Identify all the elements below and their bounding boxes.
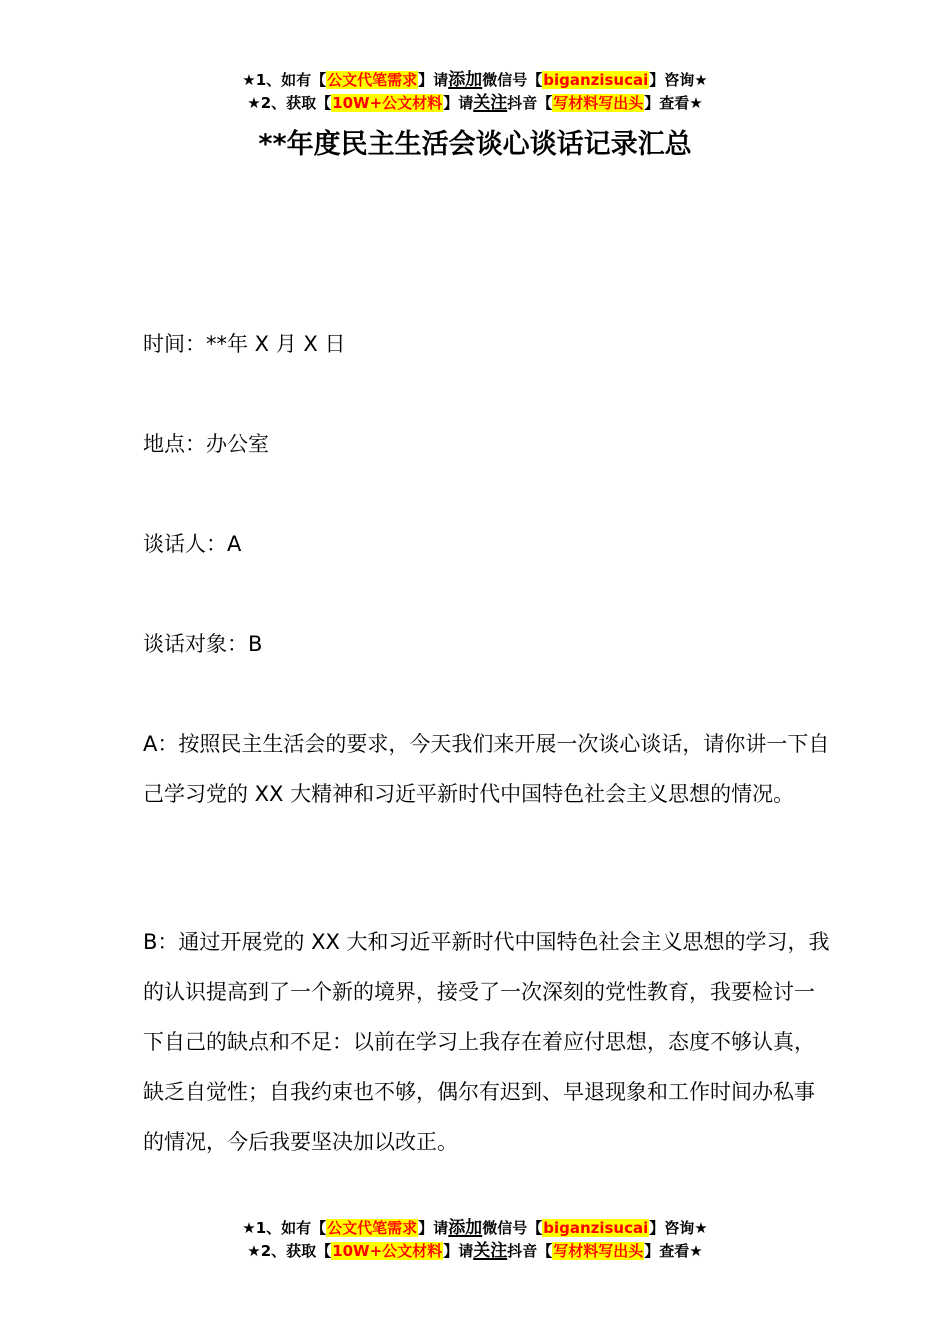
highlight-wechat-id: biganzisucai bbox=[543, 1219, 649, 1237]
banner-text: ★2、获取【 bbox=[247, 1242, 332, 1260]
banner-line-2 bbox=[0, 92, 950, 115]
paragraph-b: B：通过开展党的 XX 大和习近平新时代中国特色社会主义思想的学习，我的认识提高到了一个新的境界，接受了一次深刻的党性教育，我要检讨一下自己的缺点和不足：以前在学习上我存在着应付思想，态度不够认真，缺乏自觉性；自我约束也不够，偶尔有迟到、早退现象和工作时间办私事的情况，今后我要坚决加以改正。 bbox=[143, 930, 830, 1154]
highlight-service: 公文代笔需求 bbox=[327, 1219, 418, 1237]
banner-text: ★1、如有【 bbox=[242, 1219, 327, 1237]
underline-follow: 关注 bbox=[473, 93, 508, 113]
footer-banner bbox=[0, 1217, 950, 1263]
meeting-time: 时间：**年 X 月 X 日 bbox=[143, 332, 346, 356]
highlight-material: 10W+公文材料 bbox=[332, 1242, 443, 1260]
banner-text: 】请 bbox=[443, 94, 474, 112]
banner-text: 】查看★ bbox=[644, 94, 703, 112]
banner-text: 】咨询★ bbox=[649, 1219, 708, 1237]
document-title: **年度民主生活会谈心谈话记录汇总 bbox=[258, 129, 692, 160]
banner-text: 】请 bbox=[418, 71, 449, 89]
highlight-douyin: 写材料写出头 bbox=[553, 94, 644, 112]
highlight-wechat-id: biganzisucai bbox=[543, 71, 649, 89]
underline-add: 添加 bbox=[448, 1218, 483, 1238]
underline-follow: 关注 bbox=[473, 1241, 508, 1261]
paragraph-a: A：按照民主生活会的要求，今天我们来开展一次谈心谈话，请你讲一下自己学习党的 XX 大精神和习近平新时代中国特色社会主义思想的情况。 bbox=[143, 732, 830, 806]
banner-text: ★2、获取【 bbox=[247, 94, 332, 112]
banner-line-1 bbox=[0, 69, 950, 92]
banner-line-2 bbox=[0, 1240, 950, 1263]
header-banner bbox=[0, 69, 950, 115]
highlight-material: 10W+公文材料 bbox=[332, 94, 443, 112]
underline-add: 添加 bbox=[448, 70, 483, 90]
banner-text: 】查看★ bbox=[644, 1242, 703, 1260]
banner-text: 】请 bbox=[418, 1219, 449, 1237]
banner-text: 】请 bbox=[443, 1242, 474, 1260]
speaker: 谈话人：A bbox=[143, 532, 242, 556]
banner-text: ★1、如有【 bbox=[242, 71, 327, 89]
banner-text: 抖音【 bbox=[507, 94, 553, 112]
highlight-service: 公文代笔需求 bbox=[327, 71, 418, 89]
meeting-place: 地点：办公室 bbox=[143, 432, 269, 456]
banner-text: 抖音【 bbox=[507, 1242, 553, 1260]
banner-line-1 bbox=[0, 1217, 950, 1240]
banner-text: 微信号【 bbox=[482, 1219, 543, 1237]
highlight-douyin: 写材料写出头 bbox=[553, 1242, 644, 1260]
banner-text: 微信号【 bbox=[482, 71, 543, 89]
talk-target: 谈话对象：B bbox=[143, 632, 263, 656]
banner-text: 】咨询★ bbox=[649, 71, 708, 89]
